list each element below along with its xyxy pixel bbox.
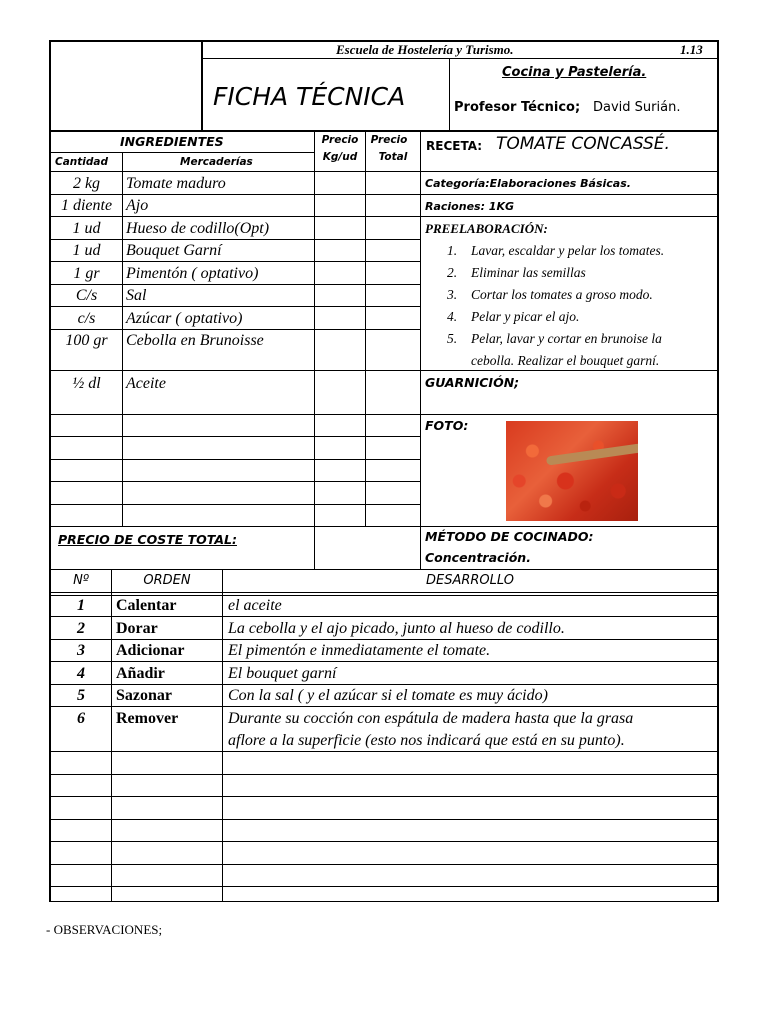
col-quantity: Cantidad bbox=[55, 156, 109, 168]
step-description: La cebolla y el ajo picado, junto al hueso de codillo. bbox=[228, 620, 565, 637]
step-description: Con la sal ( y el azúcar si el tomate es muy ácido) bbox=[228, 687, 548, 704]
ingredient-qty: C/s bbox=[75, 287, 98, 304]
ingredient-qty: 2 kg bbox=[72, 175, 101, 192]
step-description-continuation: aflore a la superficie (esto nos indicará que está en su punto). bbox=[228, 732, 625, 749]
cooking-method-value: Concentración. bbox=[425, 550, 531, 565]
page-number: 1.13 bbox=[680, 42, 703, 57]
step-description: el aceite bbox=[228, 597, 282, 614]
step-description: El pimentón e inmediatamente el tomate. bbox=[228, 642, 491, 659]
ingredient-name: Ajo bbox=[126, 197, 149, 214]
ingredient-qty: 100 gr bbox=[65, 332, 108, 349]
ingredient-name: Pimentón ( optativo) bbox=[126, 265, 259, 282]
ingredient-name: Hueso de codillo(Opt) bbox=[126, 220, 270, 237]
step-number: 5 bbox=[77, 687, 85, 704]
ingredient-qty: 1 ud bbox=[72, 242, 101, 259]
ingredient-name: Sal bbox=[126, 287, 147, 304]
ingredient-qty: 1 ud bbox=[72, 220, 101, 237]
col-order: ORDEN bbox=[143, 573, 191, 588]
col-goods: Mercaderías bbox=[180, 156, 253, 168]
recipe-name: TOMATE CONCASSÉ. bbox=[496, 134, 670, 154]
step-order: Sazonar bbox=[116, 687, 172, 704]
recipe-portions: Raciones: 1KG bbox=[425, 200, 515, 213]
school-name: Escuela de Hostelería y Turismo. bbox=[336, 42, 514, 57]
step-number: 2 bbox=[77, 620, 85, 637]
garnish-label: GUARNICIÓN; bbox=[425, 375, 520, 390]
cooking-method-label: MÉTODO DE COCINADO: bbox=[425, 529, 594, 544]
step-description: Durante su cocción con espátula de madera hasta que la grasa bbox=[228, 710, 634, 727]
spatula-shape bbox=[546, 441, 638, 465]
col-price-unit-2: Kg/ud bbox=[322, 151, 358, 163]
step-order: Adicionar bbox=[116, 642, 185, 659]
dish-photo bbox=[506, 421, 638, 521]
prep-step-continuation: cebolla. Realizar el bouquet garní. bbox=[471, 353, 660, 368]
step-order: Calentar bbox=[116, 597, 177, 614]
teacher-label: Profesor Técnico; bbox=[454, 100, 581, 115]
prep-label: PREELABORACIÓN: bbox=[425, 221, 548, 236]
photo-label: FOTO: bbox=[425, 418, 469, 433]
col-price-total-1: Precio bbox=[370, 134, 408, 146]
ingredient-qty: ½ dl bbox=[72, 375, 101, 392]
step-number: 6 bbox=[77, 710, 85, 727]
ingredient-qty: c/s bbox=[77, 310, 96, 327]
step-number: 3 bbox=[77, 642, 85, 659]
ingredient-name: Tomate maduro bbox=[126, 175, 226, 192]
page-title: FICHA TÉCNICA bbox=[213, 82, 406, 111]
col-number: Nº bbox=[73, 573, 89, 588]
prep-step: 2. Eliminar las semillas bbox=[447, 265, 586, 280]
prep-step: 1. Lavar, escaldar y pelar los tomates. bbox=[447, 243, 665, 258]
recipe-label: RECETA: bbox=[426, 139, 483, 153]
ingredients-heading: INGREDIENTES bbox=[120, 134, 224, 149]
recipe-category: Categoría:Elaboraciones Básicas. bbox=[425, 177, 631, 190]
col-development: DESARROLLO bbox=[426, 573, 514, 588]
ingredient-name: Azúcar ( optativo) bbox=[126, 310, 243, 327]
step-description: El bouquet garní bbox=[228, 665, 337, 682]
ingredient-name: Bouquet Garní bbox=[126, 242, 222, 259]
step-order: Dorar bbox=[116, 620, 158, 637]
col-price-unit-1: Precio bbox=[321, 134, 359, 146]
col-price-total-2: Total bbox=[378, 151, 408, 163]
prep-step: 4. Pelar y picar el ajo. bbox=[447, 309, 580, 324]
step-order: Remover bbox=[116, 710, 179, 727]
department: Cocina y Pastelería. bbox=[502, 65, 647, 80]
teacher-name: David Surián. bbox=[593, 100, 681, 115]
prep-steps bbox=[447, 240, 665, 372]
observations-label: - OBSERVACIONES; bbox=[46, 922, 163, 937]
ingredient-qty: 1 diente bbox=[60, 197, 113, 214]
prep-step: 3. Cortar los tomates a groso modo. bbox=[447, 287, 653, 302]
total-cost-label: PRECIO DE COSTE TOTAL: bbox=[58, 532, 237, 547]
ingredient-qty: 1 gr bbox=[73, 265, 100, 282]
prep-step: 5. Pelar, lavar y cortar en brunoise la bbox=[447, 331, 662, 346]
step-number: 1 bbox=[77, 597, 85, 614]
step-number: 4 bbox=[77, 665, 85, 682]
step-order: Añadir bbox=[116, 665, 165, 682]
ingredient-name: Cebolla en Brunoisse bbox=[126, 332, 264, 349]
ingredient-name: Aceite bbox=[126, 375, 166, 392]
